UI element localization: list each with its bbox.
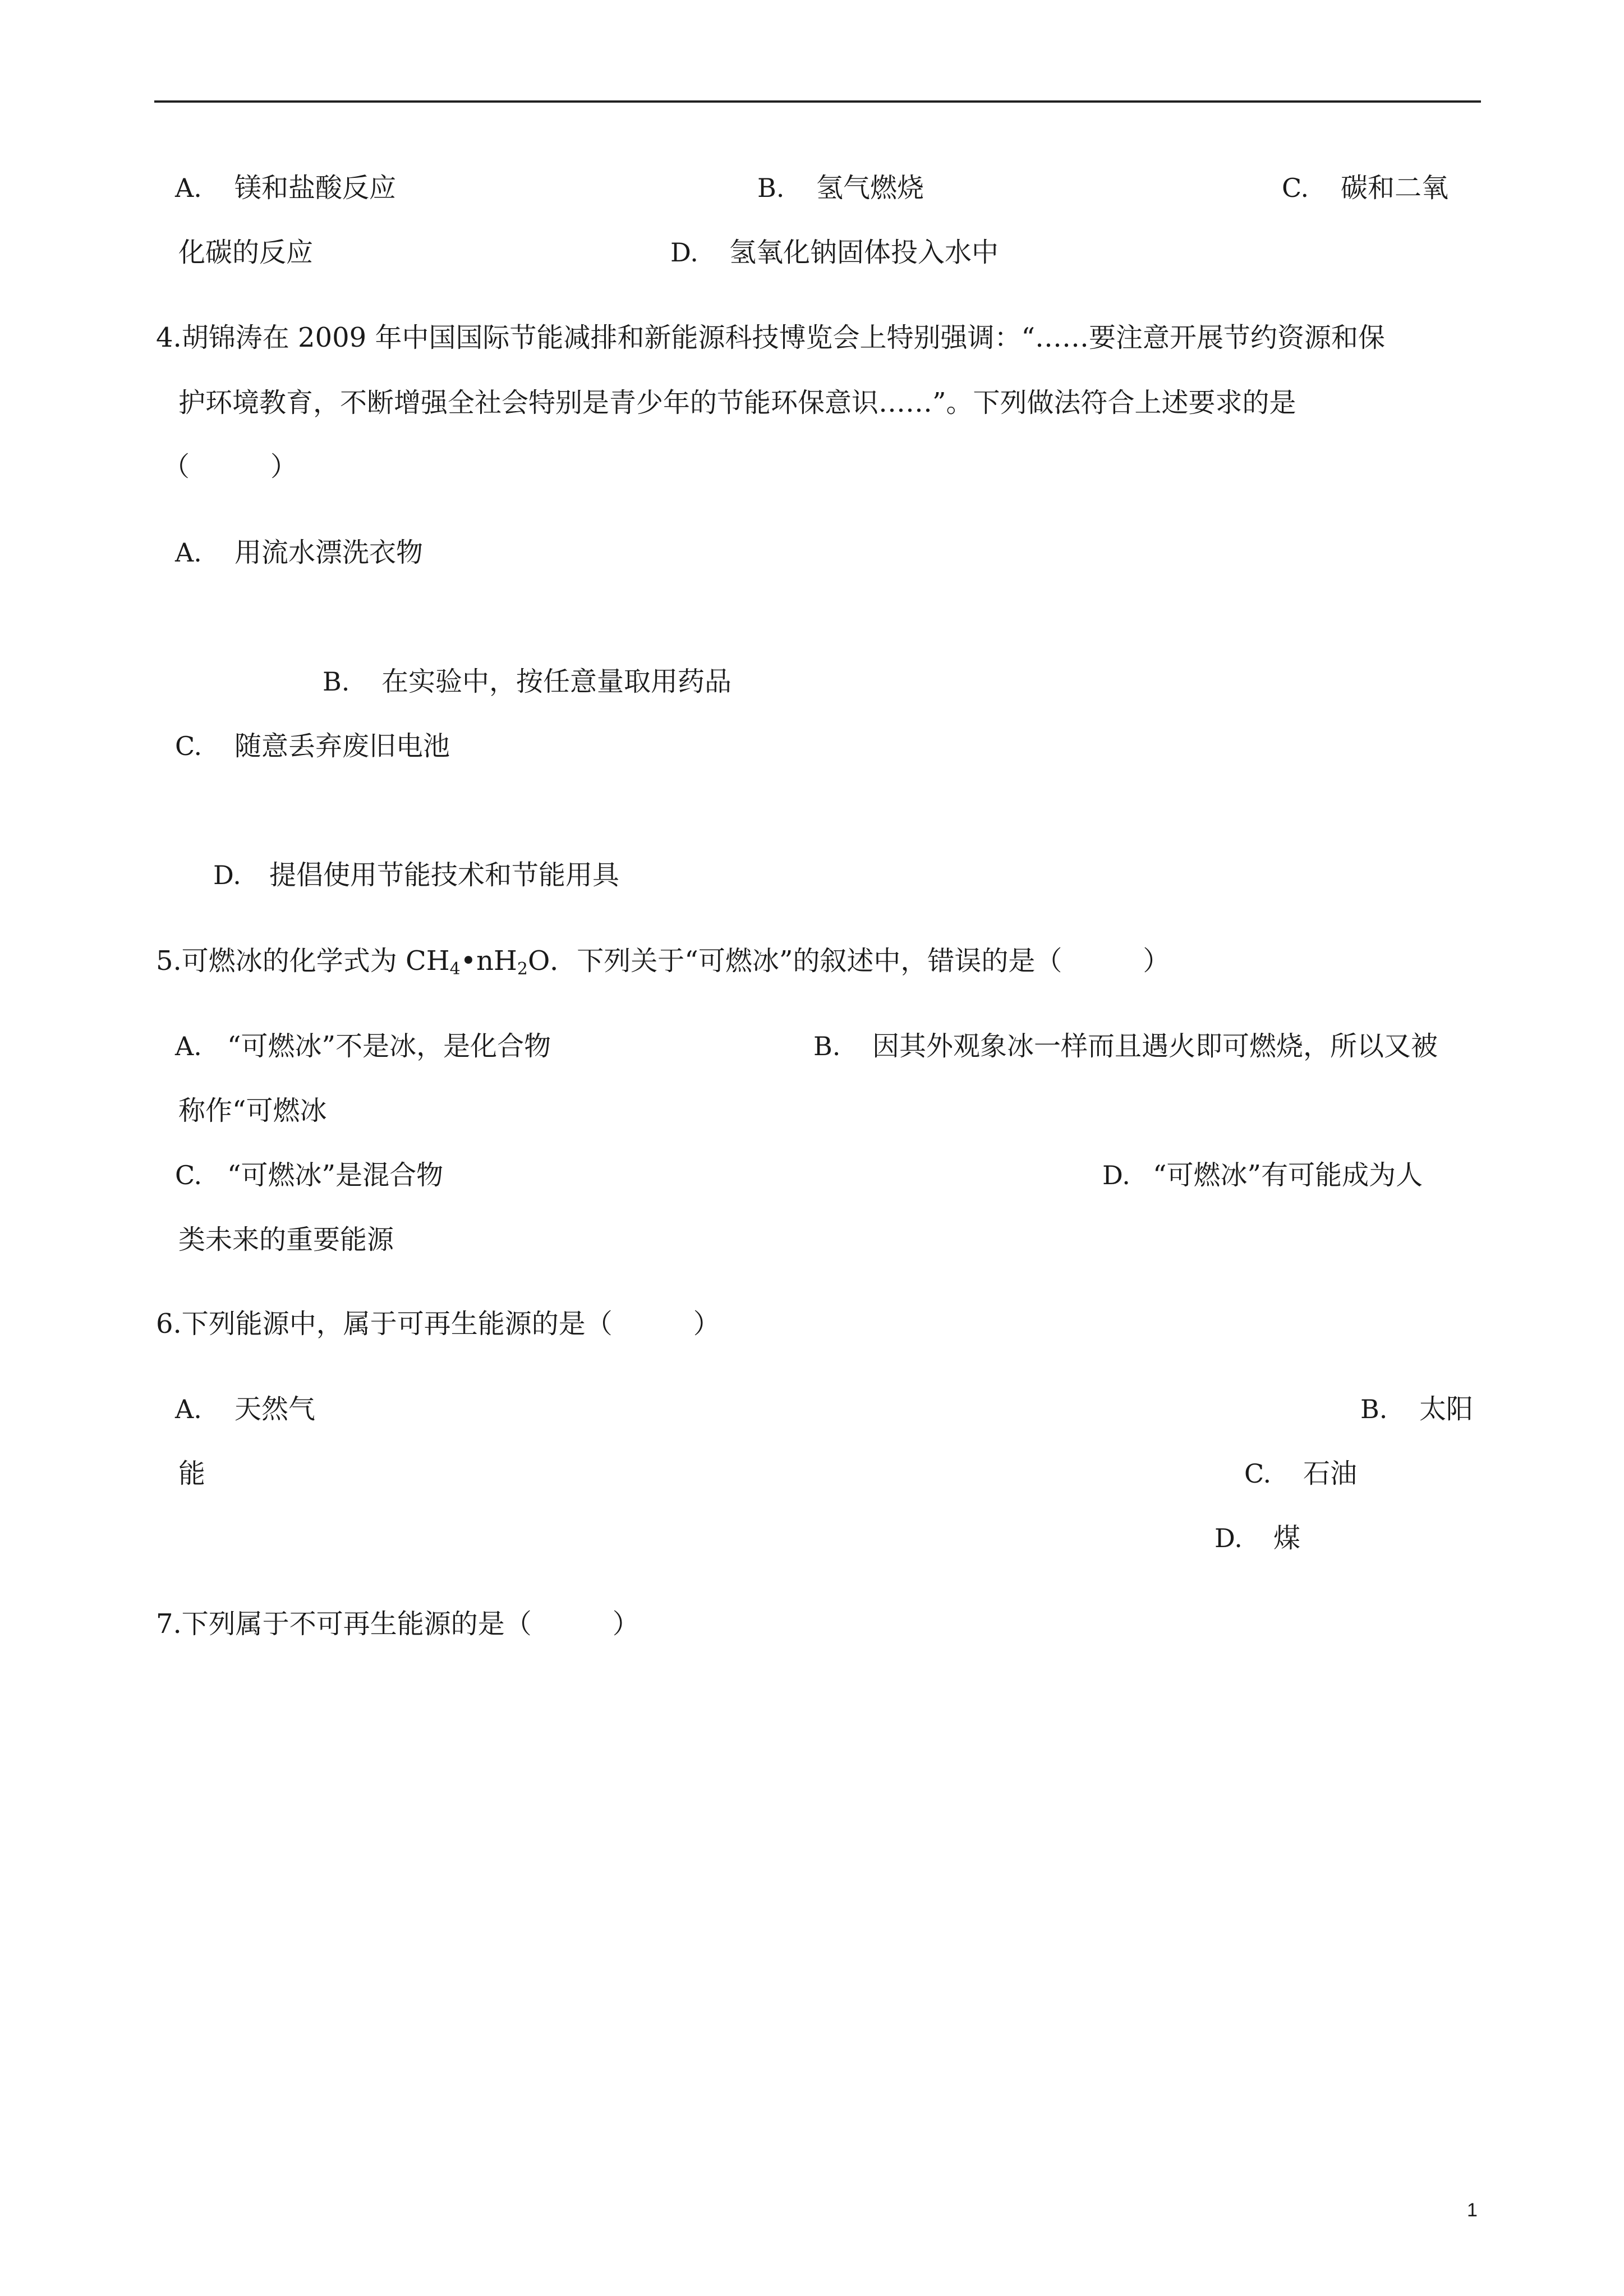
q3-option-a-text: 镁和盐酸反应	[234, 172, 397, 204]
q5-stem-mid: •nH	[460, 945, 517, 977]
q6-option-b-text-2: 能	[178, 1458, 206, 1489]
q6-option-b-text-1: 太阳	[1419, 1393, 1474, 1425]
q4-option-c-label: C.	[175, 731, 203, 761]
q6-option-c-label: C.	[1244, 1458, 1272, 1489]
q6-option-d-label: D.	[1214, 1523, 1243, 1553]
q4-stem-line-2: 护环境教育，不断增强全社会特别是青少年的节能环保意识……”。下列做法符合上述要求的是	[178, 387, 1296, 418]
q5-subscript-1: 4	[449, 959, 461, 979]
q3-option-b-text: 氢气燃烧	[816, 172, 924, 204]
q5-option-b-label: B.	[813, 1031, 841, 1061]
q4-option-a-label: A.	[175, 537, 202, 568]
q5-option-b-text-1: 因其外观象冰一样而且遇火即可燃烧，所以又被	[872, 1030, 1438, 1062]
q7-stem: 7.下列属于不可再生能源的是（ ）	[156, 1608, 640, 1640]
q4-option-a-text: 用流水漂洗衣物	[234, 537, 424, 568]
q5-stem-pre: 5.可燃冰的化学式为 CH	[156, 945, 450, 977]
q3-option-c-label: C.	[1282, 173, 1309, 203]
q5-option-d-label: D.	[1102, 1160, 1130, 1190]
header-rule	[154, 100, 1481, 103]
q6-option-a-text: 天然气	[234, 1393, 316, 1425]
q6-option-d-text: 煤	[1273, 1522, 1301, 1554]
q3-option-c-text-1: 碳和二氧	[1341, 172, 1449, 204]
q4-option-d-text: 提倡使用节能技术和节能用具	[269, 859, 620, 891]
q5-option-a-text: “可燃冰”不是冰，是化合物	[227, 1030, 551, 1062]
q4-option-b-text: 在实验中，按任意量取用药品	[381, 666, 732, 697]
q4-answer-paren: （ ）	[163, 451, 298, 482]
q3-option-d-text: 氢氧化钠固体投入水中	[729, 237, 999, 268]
q3-option-d-label: D.	[670, 237, 698, 268]
q6-option-b-label: B.	[1360, 1394, 1388, 1424]
q5-option-b-text-2: 称作“可燃冰	[178, 1095, 327, 1126]
q3-option-a-label: A.	[175, 173, 202, 203]
q4-option-c-text: 随意丢弃废旧电池	[234, 730, 450, 762]
q5-subscript-2: 2	[517, 959, 528, 979]
q5-stem	[156, 944, 1170, 978]
q5-option-d-text-1: “可燃冰”有可能成为人	[1153, 1159, 1423, 1191]
q3-option-b-label: B.	[757, 173, 785, 203]
q5-stem-post: O．下列关于“可燃冰”的叙述中，错误的是（ ）	[527, 945, 1170, 977]
q4-option-b-label: B.	[323, 666, 350, 697]
q6-option-c-text: 石油	[1303, 1458, 1358, 1489]
q5-option-a-label: A.	[175, 1031, 202, 1061]
q5-option-c-text: “可燃冰”是混合物	[227, 1159, 444, 1191]
q6-stem: 6.下列能源中，属于可再生能源的是（ ）	[156, 1308, 720, 1340]
q4-option-d-label: D.	[213, 860, 241, 890]
page-number: 1	[1467, 2200, 1478, 2221]
q4-stem-line-1: 4.胡锦涛在 2009 年中国国际节能减排和新能源科技博览会上特别强调：“……要注意开展节约资源和保	[156, 322, 1386, 353]
q5-option-c-label: C.	[175, 1160, 203, 1190]
q3-option-c-text-2: 化碳的反应	[178, 237, 314, 268]
q6-option-a-label: A.	[175, 1394, 202, 1424]
q5-option-d-text-2: 类未来的重要能源	[178, 1224, 394, 1255]
